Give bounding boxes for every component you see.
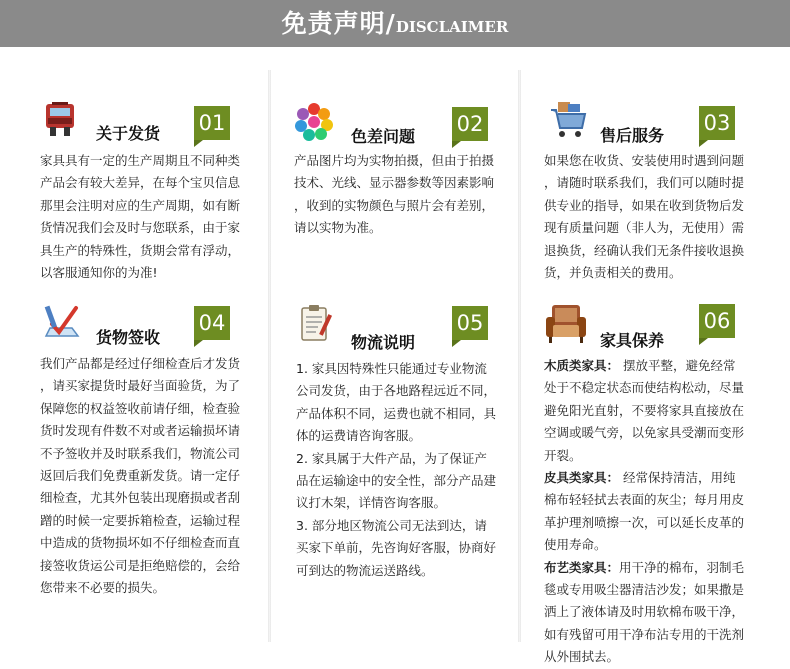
text-fragment: 用干净的棉布，羽制毛 — [619, 559, 745, 575]
text-fragment: 摆放平整，避免经常 — [619, 358, 736, 373]
care-label-leather: 皮具类家具： — [544, 470, 620, 486]
card-body — [40, 150, 262, 284]
page-title — [0, 0, 790, 47]
text-line: 产品体积不同，运费也就不相同，具 — [296, 405, 497, 421]
title-english: DISCLAIMER — [395, 18, 509, 36]
text-line: 货，并负责相关的费用。 — [544, 265, 682, 281]
text-line: 毯或专用吸尘器清洁沙发；如果撒是 — [544, 582, 745, 598]
text-line: 2. 家具属于大件产品，为了保证产 — [296, 450, 487, 466]
card-body — [544, 355, 774, 669]
text-line: 不予签收并及时联系我们，物流公司 — [40, 445, 241, 461]
text-line: 返回后我们免费重新发货。请一定仔 — [40, 468, 241, 484]
section-number-badge: 05 — [452, 306, 488, 340]
checklist-pen-icon — [42, 302, 82, 342]
color-palette-icon — [294, 102, 334, 142]
text-line: 体的运费请咨询客服。 — [296, 428, 422, 444]
card-title: 关于发货 — [96, 124, 161, 143]
section-number-badge: 03 — [699, 106, 735, 140]
text-line: 那里会注明对应的生产周期，如有断 — [40, 197, 241, 213]
text-fragment: 经常保持清洁，用纯 — [619, 470, 736, 486]
text-line: 货时发现有件数不对或者运输损坏请 — [40, 423, 241, 439]
text-line: 如果您在收货、安装使用时遇到问题 — [544, 153, 745, 168]
text-line: 处于不稳定状态而使结构松动，尽量 — [544, 380, 745, 396]
delivery-truck-icon — [42, 100, 82, 140]
card-body — [296, 358, 518, 582]
card-title: 色差问题 — [351, 127, 416, 146]
text-line: 空调或暖气旁，以免家具受潮而变形 — [544, 425, 745, 441]
text-line: 1. 家具因特殊性只能通过专业物流 — [296, 361, 487, 376]
text-line: 接签收货运公司是拒绝赔偿的，会给 — [40, 557, 241, 573]
text-line: 家具具有一定的生产周期且不同种类 — [40, 153, 241, 168]
text-line: 从外围拭去。 — [544, 649, 620, 665]
card-title: 物流说明 — [351, 333, 416, 352]
text-line: 货情况我们会及时与您联系，由于家 — [40, 220, 241, 236]
care-label-fabric: 布艺类家具： — [544, 559, 620, 575]
text-line: 供专业的指导，如果在收到货物后发 — [544, 197, 745, 213]
card-title: 家具保养 — [600, 331, 665, 350]
text-line: 我们产品都是经过仔细检查后才发货 — [40, 356, 241, 371]
text-line: 洒上了液体请及时用软棉布吸干净， — [544, 604, 745, 620]
text-line: ，请买家提货时最好当面验货，为了 — [40, 378, 241, 394]
text-line: 开裂。 — [544, 447, 582, 463]
text-line: 可到达的物流运送路线。 — [296, 562, 434, 578]
text-line: 棉布轻轻拭去表面的灰尘；每月用皮 — [544, 492, 745, 508]
text-line: 退换货，经确认我们无条件接收退换 — [544, 242, 745, 258]
card-body — [544, 150, 766, 284]
text-line: 具生产的特殊性，货期会常有浮动， — [40, 242, 241, 258]
text-line: 3. 部分地区物流公司无法到达，请 — [296, 517, 487, 533]
text-line: 使用寿命。 — [544, 537, 607, 553]
text-line: 中造成的货物损坏如不仔细检查而直 — [40, 535, 241, 551]
text-line: 公司发货，由于各地路程远近不同， — [296, 383, 497, 399]
text-line: 技术、光线、显示器参数等因素影响 — [294, 175, 495, 191]
text-line — [544, 467, 774, 489]
card-title: 售后服务 — [600, 126, 665, 145]
text-line: 避免阳光直射，不要将家具直接放在 — [544, 402, 745, 418]
header-bar — [0, 0, 790, 47]
text-line: 买家下单前，先咨询好客服，协商好 — [296, 540, 497, 556]
column-divider — [518, 70, 521, 642]
text-line: 议打木架，详情咨询客服。 — [296, 495, 447, 511]
section-number-badge: 04 — [194, 306, 230, 340]
text-line — [544, 557, 774, 579]
text-line: 产品图片均为实物拍摄，但由于拍摄 — [294, 153, 495, 168]
text-line: 产品会有较大差异，在每个宝贝信息 — [40, 175, 241, 191]
text-line: 现有质量问题（非人为，无使用）需 — [544, 220, 745, 236]
text-line: 蹭的时候一定要拆箱检查，运输过程 — [40, 512, 241, 528]
text-line: 品在运输途中的安全性，部分产品建 — [296, 473, 497, 489]
card-body — [40, 353, 262, 599]
section-number-badge: 06 — [699, 304, 735, 338]
text-line: 以客服通知你的为准! — [40, 265, 158, 281]
text-line — [544, 355, 774, 377]
section-number-badge: 01 — [194, 106, 230, 140]
card-body — [294, 150, 516, 240]
text-line: 革护理剂喷擦一次，可以延长皮革的 — [544, 514, 745, 530]
text-line: 细检查，尤其外包装出现磨损或者刮 — [40, 490, 241, 506]
text-line: 您带来不必要的损失。 — [40, 580, 166, 596]
card-title: 货物签收 — [96, 328, 161, 347]
section-number-badge: 02 — [452, 107, 488, 141]
text-line: 如有残留可用干净布沾专用的干洗剂 — [544, 626, 745, 642]
column-divider — [268, 70, 271, 642]
text-line: ，收到的实物颜色与照片会有差别， — [294, 197, 495, 213]
text-line: 保障您的权益签收前请仔细，检查验 — [40, 400, 241, 416]
title-chinese: 免责声明/ — [281, 9, 396, 38]
armchair-icon — [544, 303, 584, 343]
text-line: 请以实物为准。 — [294, 220, 382, 236]
shopping-cart-icon — [548, 100, 588, 140]
text-line: ，请随时联系我们，我们可以随时提 — [544, 175, 745, 191]
clipboard-pen-icon — [296, 304, 336, 344]
care-label-wood: 木质类家具： — [544, 358, 620, 373]
